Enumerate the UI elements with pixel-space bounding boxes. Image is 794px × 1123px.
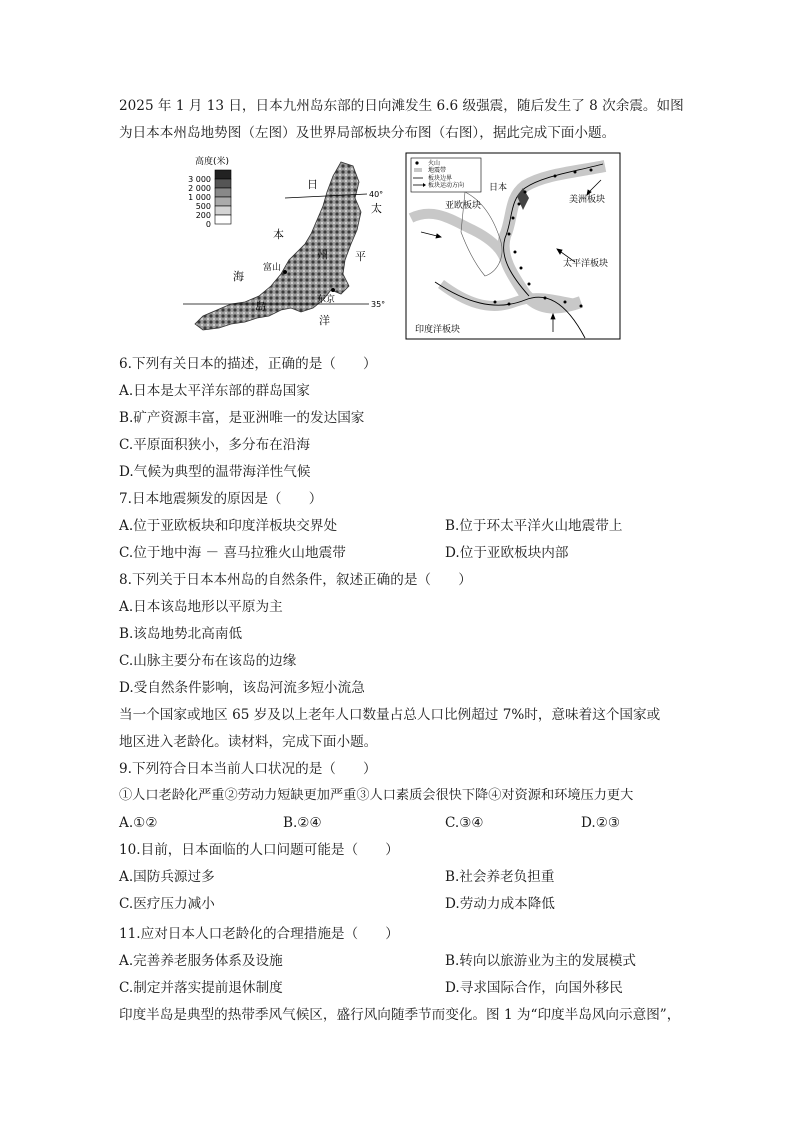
q8-option-a[interactable]: A.日本该岛地形以平原为主 [119, 599, 283, 615]
label-indian-plate: 印度洋板块 [415, 325, 461, 335]
q9-stem: 9.下列符合日本当前人口状况的是（ ） [119, 761, 377, 777]
q8-stem: 8.下列关于日本本州岛的自然条件，叙述正确的是（ ） [119, 572, 472, 588]
label-eurasian-plate: 亚欧板块 [445, 201, 482, 211]
seismic-zone-icon [414, 168, 422, 172]
q11-option-c[interactable]: C.制定并落实提前退休制度 [119, 980, 283, 996]
q6-stem: 6.下列有关日本的描述，正确的是（ ） [119, 356, 377, 372]
label-yang: 洋 [319, 314, 330, 327]
q8-option-c[interactable]: C.山脉主要分布在该岛的边缘 [119, 653, 297, 669]
legend-value-2000: 2 000 [188, 184, 211, 193]
legend-motion: 板块运动方向 [428, 182, 465, 189]
intro-line-1: 2025 年 1 月 13 日，日本九州岛东部的日向滩发生 6.6 级强震，随后发生了 8 次余震。如图 [119, 98, 684, 114]
q6-option-d[interactable]: D.气候为典型的温带海洋性气候 [119, 464, 311, 480]
honshu-relief-map [173, 152, 393, 340]
legend-seismic: 地震带 [428, 167, 447, 174]
lat-40-label: 40° [369, 190, 384, 199]
passage3-line-1: 印度半岛是典型的热带季风气候区，盛行风向随季节而变化。图 1 为“印度半岛风向示意图”， [119, 1007, 681, 1023]
label-american-plate: 美洲板块 [569, 195, 606, 205]
q7-option-d[interactable]: D.位于亚欧板块内部 [445, 545, 569, 561]
passage2-line-2: 地区进入老龄化。读材料，完成下面小题。 [119, 734, 378, 750]
passage2-line-1: 当一个国家或地区 65 岁及以上老年人口数量占总人口比例超过 7%时，意味着这个国家或 [119, 707, 661, 723]
label-pacific-plate: 太平洋板块 [563, 259, 609, 269]
q10-option-c[interactable]: C.医疗压力减小 [119, 896, 215, 912]
q7-stem: 7.日本地震频发的原因是（ ） [119, 491, 323, 507]
legend-title: 高度(米) [195, 157, 230, 167]
q11-option-b[interactable]: B.转向以旅游业为主的发展模式 [445, 953, 637, 969]
label-ri: 日 [307, 178, 318, 191]
q7-option-c[interactable]: C.位于地中海 － 喜马拉雅火山地震带 [119, 545, 346, 561]
q9-option-c[interactable]: C.③④ [445, 815, 484, 831]
fushan-point [283, 270, 287, 274]
q9-option-a[interactable]: A.①② [119, 815, 158, 831]
q10-option-b[interactable]: B.社会养老负担重 [445, 869, 555, 885]
q7-option-a[interactable]: A.位于亚欧板块和印度洋板块交界处 [119, 518, 338, 534]
q11-stem: 11.应对日本人口老龄化的合理措施是（ ） [119, 926, 399, 942]
q6-option-b[interactable]: B.矿产资源丰富，是亚洲唯一的发达国家 [119, 410, 365, 426]
q10-option-d[interactable]: D.劳动力成本降低 [445, 896, 555, 912]
q6-option-c[interactable]: C.平原面积狭小，多分布在沿海 [119, 437, 310, 453]
q10-stem: 10.目前，日本面临的人口问题可能是（ ） [119, 842, 399, 858]
label-hai: 海 [233, 270, 244, 283]
label-zhou: 州 [317, 248, 328, 261]
legend-boundary: 板块边界 [428, 175, 453, 182]
legend-value-3000: 3 000 [188, 175, 211, 184]
volcano-icon [415, 161, 418, 164]
q9-statement: ①人口老龄化严重②劳动力短缺更加严重③人口素质会很快下降④对资源和环境压力更大 [119, 788, 634, 803]
legend-value-500: 500 [195, 202, 211, 211]
q9-option-d[interactable]: D.②③ [581, 815, 621, 831]
lat-35-label: 35° [371, 300, 386, 309]
intro-line-2: 为日本本州岛地势图（左图）及世界局部板块分布图（右图），据此完成下面小题。 [119, 125, 616, 141]
label-ping: 平 [355, 250, 366, 263]
label-ben: 本 [273, 228, 284, 241]
q11-option-a[interactable]: A.完善养老服务体系及设施 [119, 953, 283, 969]
plate-distribution-map [405, 152, 621, 340]
legend-value-0: 0 [205, 220, 211, 229]
label-dao: 岛 [255, 300, 266, 313]
label-japan: 日本 [489, 183, 508, 193]
q7-option-b[interactable]: B.位于环太平洋火山地震带上 [445, 518, 623, 534]
legend-volcano: 火山 [428, 160, 441, 167]
q6-option-a[interactable]: A.日本是太平洋东部的群岛国家 [119, 383, 310, 399]
legend-value-200: 200 [195, 211, 211, 220]
q10-option-a[interactable]: A.国防兵源过多 [119, 869, 215, 885]
elevation-legend [215, 170, 231, 224]
q9-option-b[interactable]: B.②④ [283, 815, 322, 831]
tokyo-point [331, 288, 335, 292]
label-fushan: 富山 [263, 263, 282, 273]
q8-option-b[interactable]: B.该岛地势北高南低 [119, 626, 243, 642]
legend-value-1000: 1 000 [188, 193, 211, 202]
label-tokyo: 东京 [317, 295, 336, 305]
label-tai: 太 [371, 202, 382, 215]
q8-option-d[interactable]: D.受自然条件影响，该岛河流多短小流急 [119, 680, 365, 696]
q11-option-d[interactable]: D.寻求国际合作，向国外移民 [445, 980, 623, 996]
